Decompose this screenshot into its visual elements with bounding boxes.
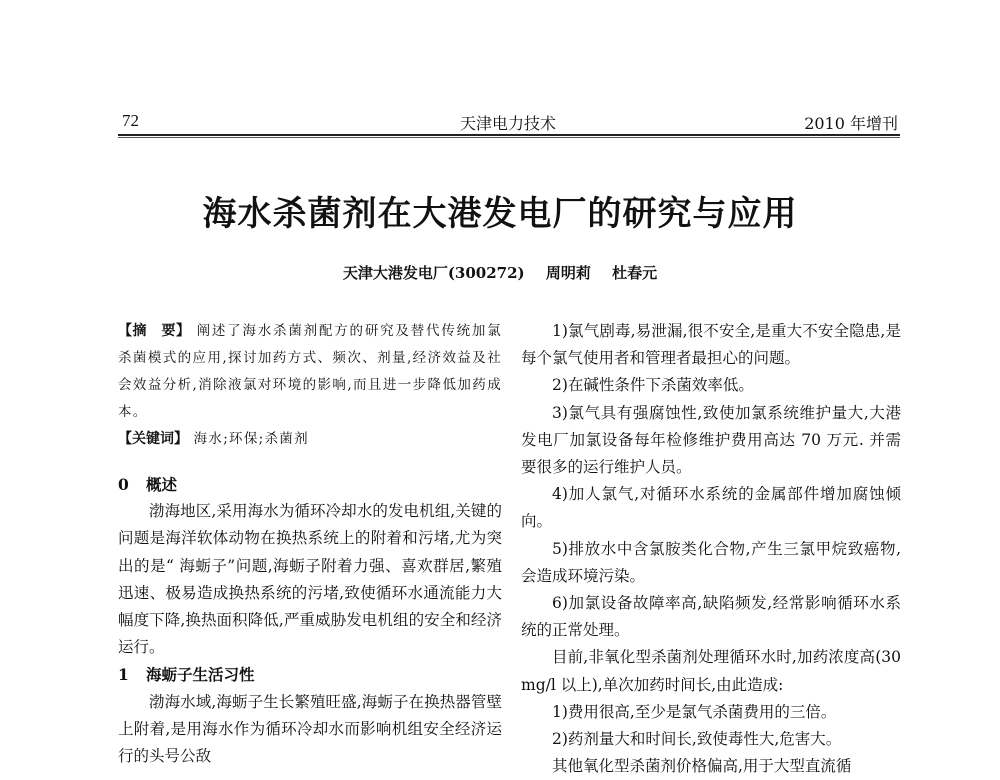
- list-item: 2)药剂量大和时间长,致使毒性大,危害大。: [552, 730, 842, 749]
- list-item: 1)费用很高,至少是氯气杀菌费用的三倍。: [552, 702, 837, 721]
- journal-name: 天津电力技术: [459, 114, 556, 133]
- list-item: 3)氯气具有强腐蚀性,致使加氯系统维护量大,大港发电厂加氯设备每年检修维护费用高达 70 万元. 并需要很多的运行维护人员。: [521, 403, 901, 477]
- author-name: 杜春元: [612, 264, 658, 282]
- spacer: [118, 453, 502, 471]
- paragraph: 渤海水域,海蛎子生长繁殖旺盛,海蛎子在换热器管壁上附着,是用海水作为循环冷却水而影响机组安全经济运行的头号公敌: [118, 692, 502, 766]
- running-header: [118, 107, 898, 135]
- issue-label: 2010 年增刊: [804, 114, 898, 133]
- header-rule-thin: [118, 137, 900, 138]
- keywords-label: 【关键词】: [118, 431, 188, 447]
- list-item: 2)在碱性条件下杀菌效率低。: [552, 376, 754, 395]
- left-column: [118, 318, 502, 770]
- list-item: 5)排放水中含氯胺类化合物,产生三氯甲烷致癌物,会造成环境污染。: [521, 539, 901, 585]
- abstract: [118, 318, 502, 426]
- paragraph: 渤海地区,采用海水为循环冷却水的发电机组,关键的问题是海洋软体动物在换热系统上的附着和污堵,尤为突出的是“ 海蛎子”问题,海蛎子附着力强、喜欢群居,繁殖迅速、极易造成换热系统的污堵,致使循环水通流能力大幅度下降,换热面积降低,严重威胁发电机组的安全和经济运行。: [118, 502, 502, 657]
- paragraph: 目前,非氧化型杀菌剂处理循环水时,加药浓度高(30 mg/l 以上),单次加药时间长,由此造成:: [521, 648, 901, 694]
- list-item: 1)氯气剧毒,易泄漏,很不安全,是重大不安全隐患,是每个氯气使用者和管理者最担心的问题。: [521, 322, 901, 368]
- keywords: [118, 426, 502, 453]
- author-name: 周明莉: [545, 264, 591, 282]
- page-number: 72: [122, 111, 139, 130]
- paper-title: 海水杀菌剂在大港发电厂的研究与应用: [202, 194, 798, 234]
- author-line: [0, 262, 1000, 283]
- keywords-text: 海水;环保;杀菌剂: [193, 431, 309, 447]
- header-rule: [118, 134, 900, 136]
- right-column: [521, 318, 901, 780]
- section-heading: 0 概述: [118, 475, 178, 494]
- abstract-text: 阐述了海水杀菌剂配方的研究及替代传统加氯杀菌模式的应用,探讨加药方式、频次、剂量,经济效益及社会效益分析,消除液氯对环境的影响,而且进一步降低加药成本。: [118, 323, 503, 420]
- list-item: 6)加氯设备故障率高,缺陷频发,经常影响循环水系统的正常处理。: [521, 594, 901, 640]
- list-item: 4)加人氯气,对循环水系统的金属部件增加腐蚀倾向。: [521, 485, 901, 531]
- section-heading: 1 海蛎子生活习性: [118, 665, 255, 685]
- paragraph: 其他氧化型杀菌剂价格偏高,用于大型直流循: [552, 757, 852, 776]
- abstract-label: 【摘 要】: [118, 323, 191, 339]
- affiliation: 天津大港发电厂(300272): [342, 264, 525, 282]
